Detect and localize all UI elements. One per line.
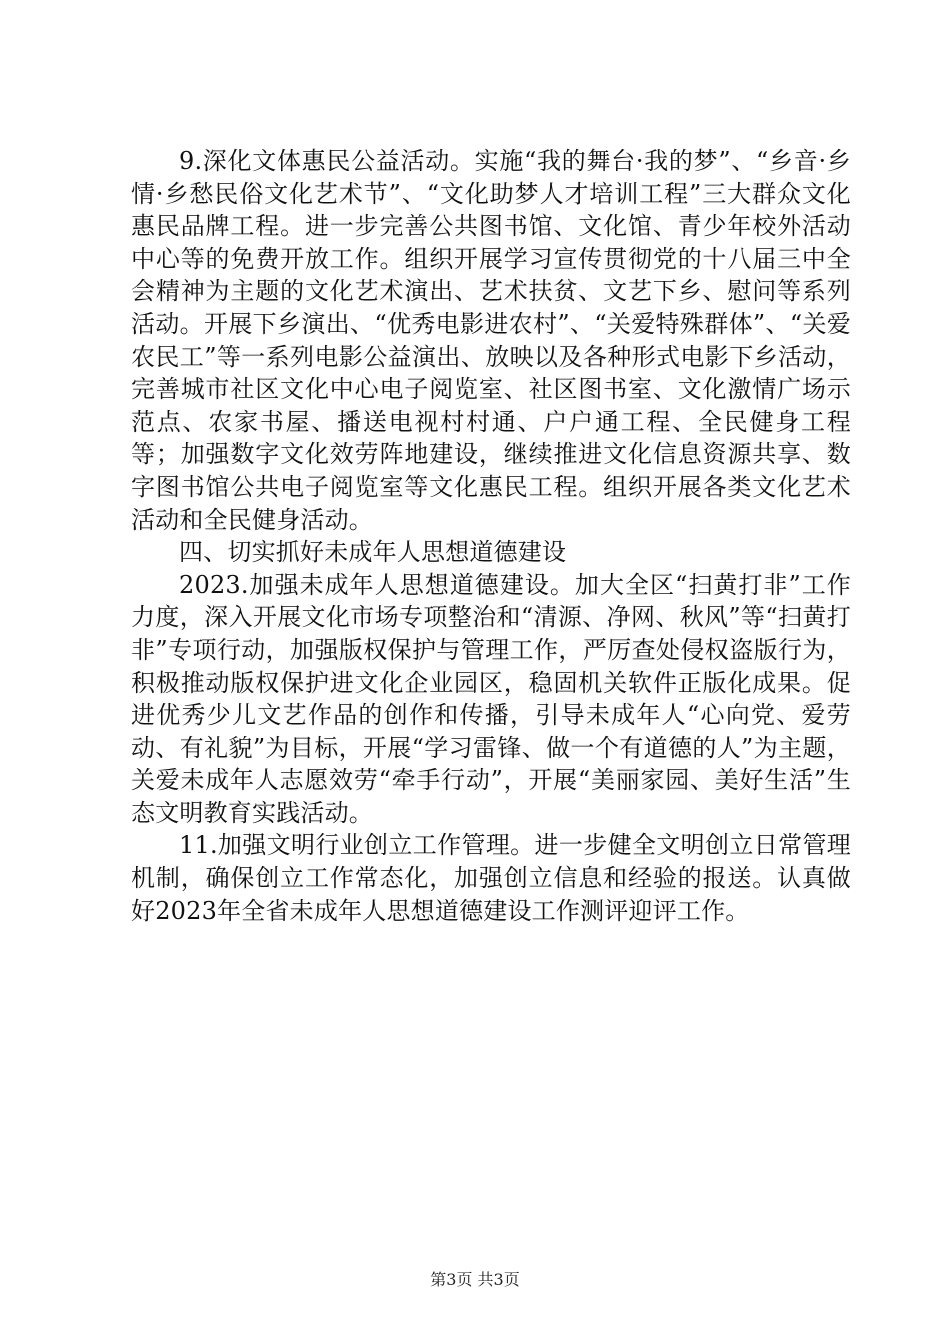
paragraph-item-11: 11.加强文明行业创立工作管理。进一步健全文明创立日常管理机制，确保创立工作常态化，加强创立信息和经验的报送。认真做好2023年全省未成年人思想道德建设工作测评迎评工作。 (131, 831, 851, 925)
page-footer: 第3页 共3页 (430, 1270, 520, 1289)
paragraph-item-9: 9.深化文体惠民公益活动。实施“我的舞台·我的梦”、“乡音·乡情·乡愁民俗文化艺术节”、“文化助梦人才培训工程”三大群众文化惠民品牌工程。进一步完善公共图书馆、文化馆、青少年校外活动中心等的免费开放工作。组织开展学习宣传贯彻党的十八届三中全会精神为主题的文化艺术演出、艺术扶贫、文艺下乡、慰问等系列活动。开展下乡演出、“优秀电影进农村”、“关爱特殊群体”、“关爱农民工”等一系列电影公益演出、放映以及各种形式电影下乡活动，完善城市社区文化中心电子阅览室、社区图书室、文化激情广场示范点、农家书屋、播送电视村村通、户户通工程、全民健身工程等；加强数字文化效劳阵地建设，继续推进文化信息资源共享、数字图书馆公共电子阅览室等文化惠民工程。组织开展各类文化艺术活动和全民健身活动。 (131, 147, 851, 534)
paragraph-item-2023: 2023.加强未成年人思想道德建设。加大全区“扫黄打非”工作力度，深入开展文化市场专项整治和“清源、净网、秋风”等“扫黄打非”专项行动，加强版权保护与管理工作，严厉查处侵权盗版行为，积极推动版权保护进文化企业园区，稳固机关软件正版化成果。促进优秀少儿文艺作品的创作和传播，引导未成年人“心向党、爱劳动、有礼貌”为目标，开展“学习雷锋、做一个有道德的人”为主题，关爱未成年人志愿效劳“牵手行动”，开展“美丽家园、美好生活”生态文明教育实践活动。 (131, 570, 851, 827)
section-heading: 四、切实抓好未成年人思想道德建设 (179, 538, 567, 567)
document-body (131, 145, 851, 927)
